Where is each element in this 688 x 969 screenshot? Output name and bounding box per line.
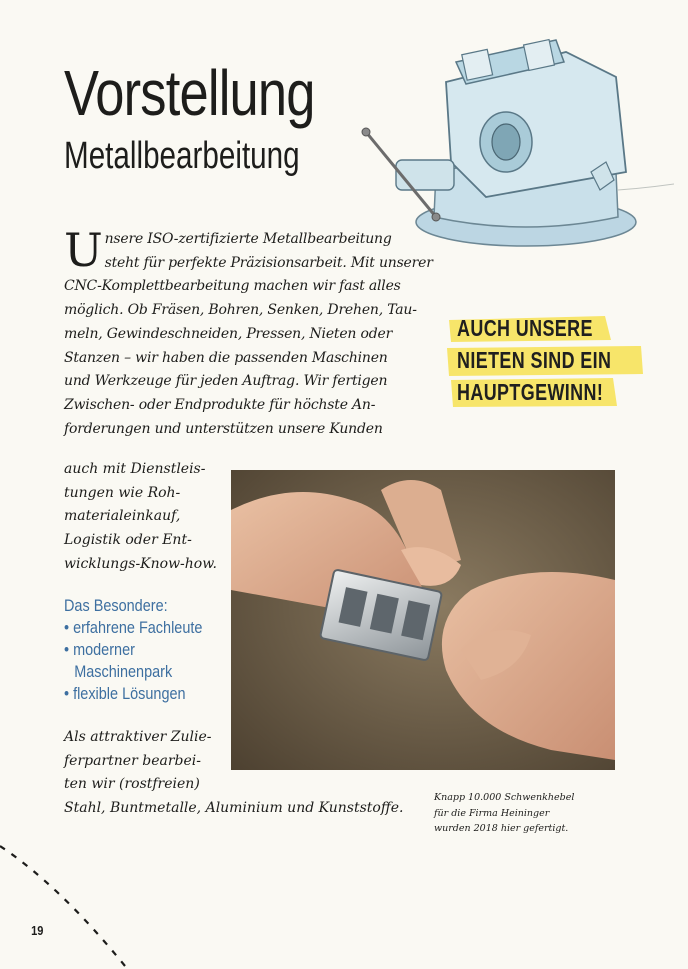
- caption-line: für die Firma Heininger: [434, 807, 550, 819]
- feature-item: • moderner: [64, 640, 135, 659]
- intro-line: steht für perfekte Präzisionsarbeit. Mit unserer: [104, 254, 433, 271]
- special-heading: Das Besondere:: [64, 596, 168, 615]
- intro-line: und Werkzeuge für jeden Auftrag. Wir fertigen: [64, 373, 388, 390]
- feature-item: • flexible Lösungen: [64, 684, 186, 703]
- intro-line: Stanzen – wir haben die passenden Maschinen: [64, 349, 388, 366]
- material-line: Stahl, Buntmetalle, Aluminium und Kunststoffe.: [64, 800, 404, 817]
- material-line: Als attraktiver Zulie-: [64, 729, 212, 745]
- feature-item: Maschinenpark: [74, 662, 173, 681]
- material-line: ten wir (rostfreien): [64, 776, 200, 793]
- intro-line: Logistik oder Ent-: [64, 532, 192, 549]
- highlight-text: [457, 312, 611, 408]
- feature-item: • erfahrene Fachleute: [64, 618, 203, 637]
- intro-line: CNC-Komplettbearbeitung machen wir fast alles: [64, 278, 401, 295]
- page-subtitle: Metallbearbeitung: [64, 135, 300, 177]
- material-line: ferpartner bearbei-: [64, 752, 201, 769]
- highlight-line: HAUPTGEWINN!: [457, 379, 604, 405]
- intro-line: möglich. Ob Fräsen, Bohren, Senken, Drehen, Tau-: [64, 302, 417, 319]
- intro-line: tungen wie Roh-: [64, 484, 181, 501]
- dropcap: U: [64, 223, 103, 277]
- caption-line: wurden 2018 hier gefertigt.: [434, 823, 569, 834]
- page-title: Vorstellung: [64, 57, 315, 129]
- highlight-line: AUCH UNSERE: [457, 315, 593, 341]
- highlight-line: NIETEN SIND EIN: [457, 347, 612, 373]
- intro-line: meln, Gewindeschneiden, Pressen, Nieten oder: [64, 325, 393, 342]
- vise-illustration: [356, 22, 674, 252]
- intro-line: Zwischen- oder Endprodukte für höchste An-: [64, 396, 376, 413]
- intro-line: auch mit Dienstleis-: [64, 461, 206, 477]
- intro-line: forderungen und unterstützen unsere Kunden: [64, 420, 383, 437]
- intro-paragraph: [64, 223, 436, 441]
- highlight-callout: [445, 312, 645, 408]
- intro-line: materialeinkauf,: [64, 508, 181, 525]
- special-features: [64, 595, 209, 705]
- photo-hands-rivets: [231, 470, 615, 770]
- intro-line: nsere ISO-zertifizierte Metallbearbeitung: [104, 231, 392, 247]
- intro-line: wicklungs-Know-how.: [64, 555, 218, 572]
- intro-continuation: [64, 458, 229, 577]
- photo-caption: [434, 790, 604, 837]
- page-number: 19: [31, 923, 44, 938]
- caption-line: Knapp 10.000 Schwenkhebel: [434, 792, 575, 803]
- decorative-dashed-line: [0, 836, 140, 969]
